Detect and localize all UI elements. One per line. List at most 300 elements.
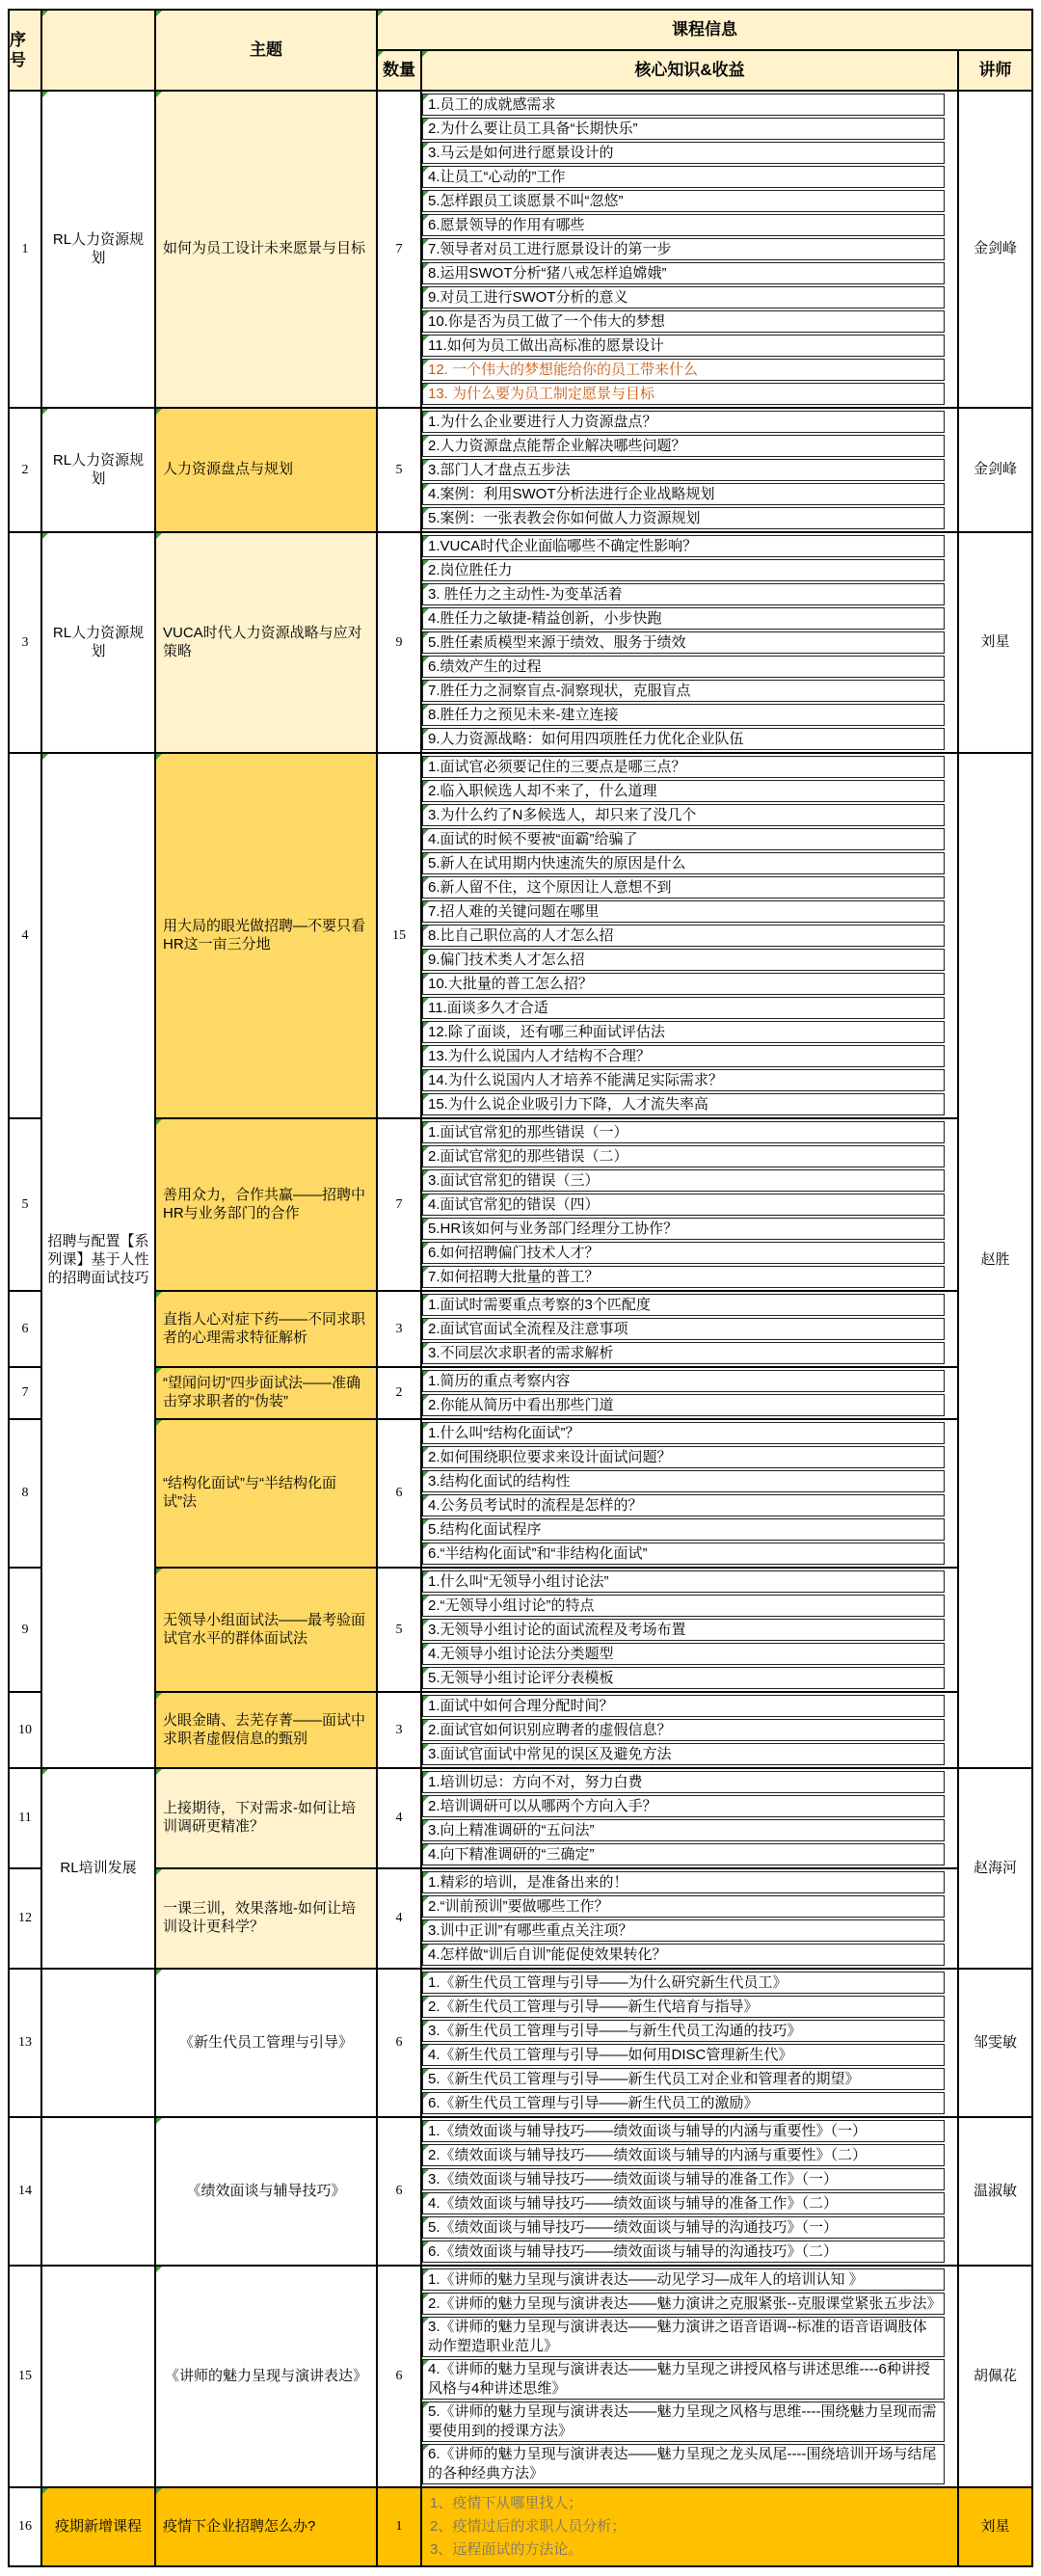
category-text: RL人力资源规划 <box>52 624 145 659</box>
knowledge-cell <box>422 1970 959 2118</box>
knowledge-item <box>422 756 945 778</box>
knowledge-item <box>422 925 945 947</box>
topic-cell <box>156 2488 378 2567</box>
knowledge-item-text: 4.胜任力之敏捷-精益创新，小步快跑 <box>428 609 662 627</box>
green-corner-icon <box>42 2488 48 2494</box>
knowledge-item-text: 3.为什么约了N多候选人，却只来了没几个 <box>428 806 697 823</box>
knowledge-item <box>422 1342 945 1364</box>
green-corner-icon <box>423 335 429 341</box>
knowledge-item <box>422 656 945 678</box>
green-corner-icon <box>423 1920 429 1926</box>
category-cell <box>42 2488 156 2567</box>
green-corner-icon <box>42 1769 48 1775</box>
knowledge-item-text: 4.《新生代员工管理与引导——如何用DISC管理新生代》 <box>428 2046 793 2063</box>
knowledge-item <box>422 704 945 726</box>
topic-text: 如何为员工设计未来愿景与目标 <box>163 240 366 257</box>
knowledge-item-text: 14.为什么说国内人才培养不能满足实际需求？ <box>428 1071 723 1088</box>
header-topic <box>156 11 378 92</box>
lecturer-cell <box>959 1769 1033 1970</box>
knowledge-item <box>422 535 945 557</box>
knowledge-item <box>422 1543 945 1565</box>
lecturer-name: 赵海河 <box>973 1859 1017 1876</box>
knowledge-item <box>422 2168 945 2190</box>
qty-cell: 6 <box>378 2118 422 2267</box>
knowledge-item-text: 13.为什么说国内人才结构不合理？ <box>428 1047 651 1064</box>
knowledge-item-text: 5.无领导小组讨论评分表模板 <box>428 1669 614 1686</box>
knowledge-item-text: 2.岗位胜任力 <box>428 561 513 578</box>
green-corner-icon <box>42 11 48 16</box>
knowledge-item-text: 3. 胜任力之主动性-为变革活着 <box>428 585 623 603</box>
qty-cell: 9 <box>378 533 422 754</box>
topic-text: 《新生代员工管理与引导》 <box>178 2033 353 2051</box>
knowledge-item-text: 2.《绩效面谈与辅导技巧——绩效面谈与辅导的内涵与重要性》（二） <box>428 2146 868 2163</box>
green-corner-icon <box>423 1343 429 1349</box>
green-corner-icon <box>423 1945 429 1950</box>
row-index-cell: 2 <box>10 409 42 533</box>
green-corner-icon <box>423 1495 429 1501</box>
knowledge-item <box>422 2020 945 2042</box>
knowledge-item <box>422 876 945 899</box>
green-corner-icon <box>423 1146 429 1152</box>
green-corner-icon <box>423 167 429 173</box>
lecturer-name: 刘星 <box>980 2517 1010 2535</box>
topic-text: VUCA时代人力资源战略与应对策略 <box>163 624 362 659</box>
knowledge-item-text: 1.面试官常犯的那些错误（一） <box>428 1123 628 1140</box>
knowledge-item-text: 3.马云是如何进行愿景设计的 <box>428 144 614 161</box>
knowledge-item <box>422 2293 945 2315</box>
green-corner-icon <box>423 1972 429 1978</box>
green-corner-icon <box>423 2402 429 2408</box>
knowledge-item <box>422 459 945 481</box>
knowledge-item-text: 6.《讲师的魅力呈现与演讲表达——魅力呈现之龙头凤尾----围绕培训开场与结尾的各种经典方法》 <box>428 2446 937 2482</box>
row-index-cell: 9 <box>10 1569 42 1693</box>
category-cell <box>42 1769 156 1970</box>
knowledge-item <box>422 1871 945 1893</box>
knowledge-item-text: 7.领导者对员工进行愿景设计的第一步 <box>428 240 672 257</box>
green-corner-icon <box>423 584 429 590</box>
knowledge-item <box>422 828 945 850</box>
knowledge-item <box>422 1145 945 1167</box>
green-corner-icon <box>423 2217 429 2223</box>
topic-cell <box>156 92 378 409</box>
knowledge-item-text: 4.《讲师的魅力呈现与演讲表达——魅力呈现之讲授风格与讲述思维----6种讲授风格与4种讲述思维》 <box>428 2361 930 2397</box>
knowledge-item <box>422 335 945 357</box>
topic-cell <box>156 1869 378 1970</box>
topic-text: 疫情下企业招聘怎么办? <box>163 2517 316 2535</box>
green-corner-icon <box>423 484 429 490</box>
knowledge-item <box>422 1743 945 1765</box>
knowledge-item-text: 3.无领导小组讨论的面试流程及考场布置 <box>428 1621 686 1638</box>
knowledge-cell <box>422 2488 959 2567</box>
knowledge-cell <box>422 2267 959 2488</box>
green-corner-icon <box>423 974 429 979</box>
knowledge-item <box>422 507 945 529</box>
green-corner-icon <box>423 1243 429 1248</box>
topic-cell <box>156 1420 378 1569</box>
knowledge-item <box>422 190 945 212</box>
knowledge-item <box>422 680 945 702</box>
qty-cell: 6 <box>378 1970 422 2118</box>
lecturer-cell <box>959 92 1033 409</box>
qty-cell: 6 <box>378 1420 422 1569</box>
knowledge-item <box>422 1422 945 1444</box>
knowledge-item <box>422 94 945 116</box>
green-corner-icon <box>156 1368 162 1374</box>
knowledge-item <box>422 1446 945 1468</box>
topic-cell <box>156 2267 378 2488</box>
green-corner-icon <box>423 1423 429 1429</box>
knowledge-item-text: 7.胜任力之洞察盲点-洞察现状，克服盲点 <box>428 682 691 699</box>
knowledge-item <box>422 214 945 236</box>
green-corner-icon <box>423 191 429 197</box>
qty-cell: 1 <box>378 2488 422 2567</box>
topic-cell <box>156 1693 378 1769</box>
knowledge-item-text: 4.让员工“心动的”工作 <box>428 168 566 185</box>
knowledge-line: 1、疫情下从哪里找人； <box>430 2495 583 2511</box>
knowledge-item-text: 13. 为什么要为员工制定愿景与目标 <box>428 385 655 402</box>
topic-cell <box>156 409 378 533</box>
knowledge-item-text: 1.培训切忌：方向不对，努力白费 <box>428 1773 643 1790</box>
knowledge-item-text: 5.结构化面试程序 <box>428 1520 542 1538</box>
knowledge-item <box>422 1045 945 1067</box>
knowledge-item-text: 3.面试官常犯的错误（三） <box>428 1171 600 1189</box>
green-corner-icon <box>423 1447 429 1453</box>
green-corner-icon <box>156 533 162 539</box>
green-corner-icon <box>423 1896 429 1902</box>
knowledge-item-text: 6.愿景领导的作用有哪些 <box>428 216 585 233</box>
green-corner-icon <box>423 1571 429 1577</box>
green-corner-icon <box>423 1997 429 2002</box>
green-corner-icon <box>423 1872 429 1878</box>
qty-cell: 3 <box>378 1292 422 1368</box>
category-cell <box>42 1970 156 2118</box>
knowledge-item <box>422 1695 945 1717</box>
green-corner-icon <box>423 1219 429 1224</box>
knowledge-item <box>422 2068 945 2090</box>
green-corner-icon <box>423 436 429 442</box>
category-cell <box>42 754 156 1769</box>
knowledge-item <box>422 559 945 581</box>
knowledge-item-text: 2.面试官面试全流程及注意事项 <box>428 1320 628 1337</box>
knowledge-item <box>422 1843 945 1865</box>
knowledge-item <box>422 607 945 630</box>
green-corner-icon <box>423 1620 429 1625</box>
knowledge-item <box>422 262 945 284</box>
green-corner-icon <box>423 1820 429 1826</box>
knowledge-item-text: 2.如何围绕职位要求来设计面试问题？ <box>428 1448 672 1465</box>
qty-cell: 5 <box>378 1569 422 1693</box>
row-index-cell: 14 <box>10 2118 42 2267</box>
topic-cell <box>156 1292 378 1368</box>
knowledge-item <box>422 1919 945 1942</box>
green-corner-icon <box>423 632 429 638</box>
knowledge-item <box>422 631 945 654</box>
knowledge-item-text: 2.“无领导小组讨论”的特点 <box>428 1597 595 1614</box>
knowledge-item-text: 3.训中正训”有哪些重点关注项？ <box>428 1921 633 1939</box>
green-corner-icon <box>423 263 429 269</box>
category-cell <box>42 2267 156 2488</box>
knowledge-item <box>422 583 945 605</box>
knowledge-item-text: 1.员工的成就感需求 <box>428 95 556 113</box>
green-corner-icon <box>378 51 384 57</box>
knowledge-item-text: 1.面试时需要重点考察的3个匹配度 <box>428 1296 651 1313</box>
qty-cell: 7 <box>378 92 422 409</box>
category-cell <box>42 2118 156 2267</box>
knowledge-item-text: 4.案例：利用SWOT分析法进行企业战略规划 <box>428 485 715 502</box>
knowledge-item-text: 3.不同层次求职者的需求解析 <box>428 1344 614 1361</box>
knowledge-item-text: 12.除了面谈，还有哪三种面试评估法 <box>428 1023 665 1040</box>
knowledge-item-text: 2.培训调研可以从哪两个方向入手？ <box>428 1797 657 1814</box>
knowledge-item-text: 1.VUCA时代企业面临哪些不确定性影响？ <box>428 537 698 554</box>
knowledge-item <box>422 780 945 802</box>
knowledge-item <box>422 2144 945 2166</box>
knowledge-cell <box>422 92 959 409</box>
qty-cell: 3 <box>378 1693 422 1769</box>
knowledge-item <box>422 166 945 188</box>
green-corner-icon <box>156 1569 162 1574</box>
knowledge-item <box>422 1944 945 1966</box>
knowledge-item <box>422 1093 945 1115</box>
topic-cell <box>156 1119 378 1292</box>
green-corner-icon <box>423 215 429 221</box>
knowledge-item <box>422 1570 945 1593</box>
knowledge-item-text: 4.无领导小组讨论法分类题型 <box>428 1645 614 1662</box>
green-corner-icon <box>156 11 162 16</box>
knowledge-item <box>422 383 945 405</box>
lecturer-cell <box>959 409 1033 533</box>
knowledge-item <box>422 1795 945 1817</box>
knowledge-item <box>422 2192 945 2214</box>
green-corner-icon <box>423 143 429 148</box>
knowledge-item <box>422 1218 945 1240</box>
topic-text: 人力资源盘点与规划 <box>163 461 294 478</box>
knowledge-item <box>422 1895 945 1918</box>
qty-cell: 7 <box>378 1119 422 1292</box>
knowledge-item-text: 6.《绩效面谈与辅导技巧——绩效面谈与辅导的沟通技巧》（二） <box>428 2242 839 2260</box>
lecturer-name: 赵胜 <box>980 1251 1010 1269</box>
knowledge-line: 2、疫情过后的求职人员分析； <box>430 2518 627 2535</box>
knowledge-item-text: 11.面谈多久才合适 <box>428 999 548 1016</box>
green-corner-icon <box>423 1267 429 1273</box>
knowledge-item-text: 2.为什么要让员工具备“长期快乐” <box>428 120 638 137</box>
green-corner-icon <box>423 2269 429 2275</box>
row-index-cell: 10 <box>10 1693 42 1769</box>
knowledge-item <box>422 1169 945 1192</box>
green-corner-icon <box>423 1022 429 1028</box>
knowledge-item-text: 6.绩效产生的过程 <box>428 657 542 675</box>
topic-text: 《讲师的魅力呈现与演讲表达》 <box>164 2367 367 2384</box>
category-text: 疫期新增课程 <box>54 2517 142 2535</box>
green-corner-icon <box>423 1122 429 1128</box>
green-corner-icon <box>423 1543 429 1549</box>
green-corner-icon <box>423 1046 429 1052</box>
knowledge-item-text: 11.如何为员工做出高标准的愿景设计 <box>428 336 664 354</box>
row-index-cell: 8 <box>10 1420 42 1569</box>
knowledge-item <box>422 804 945 826</box>
knowledge-item <box>422 2402 945 2442</box>
knowledge-cell <box>422 1569 959 1693</box>
knowledge-item <box>422 142 945 164</box>
knowledge-item-text: 5.HR该如何与业务部门经理分工协作？ <box>428 1220 679 1237</box>
lecturer-cell <box>959 2118 1033 2267</box>
knowledge-item-text: 3.面试官面试中常见的误区及避免方法 <box>428 1745 672 1762</box>
green-corner-icon <box>156 2488 162 2494</box>
knowledge-cell <box>422 1869 959 1970</box>
knowledge-item <box>422 997 945 1019</box>
knowledge-item <box>422 2241 945 2263</box>
knowledge-item-text: 3.《讲师的魅力呈现与演讲表达——魅力演讲之语音语调--标准的语音语调肢体动作塑造职业范儿》 <box>428 2319 927 2354</box>
green-corner-icon <box>423 287 429 293</box>
knowledge-line: 3、远程面试的方法论。 <box>430 2541 583 2558</box>
green-corner-icon <box>423 1194 429 1200</box>
knowledge-item <box>422 1996 945 2018</box>
knowledge-item-text: 7.招人难的关键问题在哪里 <box>428 902 600 920</box>
green-corner-icon <box>423 94 429 100</box>
green-corner-icon <box>156 1292 162 1298</box>
green-corner-icon <box>156 1869 162 1875</box>
knowledge-item-text: 3.《新生代员工管理与引导——与新生代员工沟通的技巧》 <box>428 2022 802 2039</box>
category-text: 招聘与配置【系列课】基于人性的招聘面试技巧 <box>47 1233 149 1286</box>
knowledge-item <box>422 2359 945 2400</box>
green-corner-icon <box>423 829 429 835</box>
green-corner-icon <box>423 877 429 883</box>
knowledge-item <box>422 2317 945 2357</box>
knowledge-item <box>422 1370 945 1392</box>
green-corner-icon <box>423 536 429 542</box>
green-corner-icon <box>423 729 429 735</box>
green-corner-icon <box>422 51 428 57</box>
green-corner-icon <box>423 2360 429 2366</box>
knowledge-item <box>422 1595 945 1617</box>
knowledge-cell <box>422 533 959 754</box>
knowledge-item-text: 2.你能从简历中看出那些门道 <box>428 1396 614 1413</box>
knowledge-cell <box>422 409 959 533</box>
lecturer-name: 刘星 <box>980 633 1010 651</box>
topic-text: 无领导小组面试法——最考验面试官水平的群体面试法 <box>163 1611 366 1647</box>
knowledge-item <box>422 1518 945 1541</box>
qty-cell: 2 <box>378 1368 422 1420</box>
header-topic-label: 主题 <box>250 40 282 60</box>
green-corner-icon <box>423 2093 429 2099</box>
knowledge-cell <box>422 754 959 1119</box>
knowledge-item-text: 6.如何招聘偏门技术人才？ <box>428 1244 600 1261</box>
knowledge-item <box>422 1394 945 1416</box>
knowledge-item <box>422 359 945 381</box>
category-text: RL人力资源规划 <box>52 451 145 487</box>
knowledge-item <box>422 2216 945 2239</box>
knowledge-item <box>422 2268 945 2291</box>
topic-text: 直指人心对症下药——不同求职者的心理需求特征解析 <box>163 1310 366 1346</box>
knowledge-item-text: 9.对员工进行SWOT分析的意义 <box>428 288 628 306</box>
green-corner-icon <box>423 1844 429 1850</box>
green-corner-icon <box>423 1295 429 1301</box>
knowledge-item <box>422 1643 945 1665</box>
topic-cell <box>156 1569 378 1693</box>
green-corner-icon <box>423 1471 429 1477</box>
green-corner-icon <box>423 2169 429 2175</box>
topic-cell <box>156 1769 378 1869</box>
green-corner-icon <box>42 409 48 415</box>
green-corner-icon <box>423 1596 429 1601</box>
green-corner-icon <box>156 1970 162 1975</box>
knowledge-item <box>422 1121 945 1143</box>
topic-cell <box>156 2118 378 2267</box>
knowledge-item-text: 9.人力资源战略：如何用四项胜任力优化企业队伍 <box>428 730 744 747</box>
topic-text: 善用众力，合作共赢——招聘中HR与业务部门的合作 <box>163 1186 366 1221</box>
qty-cell: 5 <box>378 409 422 533</box>
green-corner-icon <box>423 360 429 365</box>
green-corner-icon <box>423 384 429 389</box>
green-corner-icon <box>423 2193 429 2199</box>
green-corner-icon <box>423 2021 429 2026</box>
green-corner-icon <box>423 1720 429 1726</box>
knowledge-item-text: 3.《绩效面谈与辅导技巧——绩效面谈与辅导的准备工作》（一） <box>428 2170 839 2187</box>
knowledge-item-text: 4.怎样做“训后自训”能促使效果转化？ <box>428 1945 667 1963</box>
knowledge-item <box>422 2092 945 2114</box>
qty-cell: 4 <box>378 1769 422 1869</box>
knowledge-item <box>422 1294 945 1316</box>
green-corner-icon <box>423 508 429 514</box>
lecturer-name: 温淑敏 <box>973 2182 1017 2199</box>
knowledge-cell <box>422 2118 959 2267</box>
knowledge-item <box>422 310 945 333</box>
green-corner-icon <box>423 1371 429 1377</box>
green-corner-icon <box>156 1119 162 1125</box>
knowledge-item <box>422 1021 945 1043</box>
green-corner-icon <box>423 1644 429 1650</box>
topic-text: 火眼金睛、去芜存菁——面试中求职者虚假信息的甄别 <box>163 1711 366 1747</box>
green-corner-icon <box>423 119 429 124</box>
green-corner-icon <box>156 409 162 415</box>
category-text: RL人力资源规划 <box>52 230 145 266</box>
knowledge-item-text: 10.大批量的普工怎么招？ <box>428 975 593 992</box>
knowledge-item-text: 5.《新生代员工管理与引导——新生代员工对企业和管理者的期望》 <box>428 2070 860 2087</box>
knowledge-cell <box>422 1769 959 1869</box>
row-index-cell: 11 <box>10 1769 42 1869</box>
green-corner-icon <box>156 1420 162 1426</box>
knowledge-item <box>422 483 945 505</box>
knowledge-item-text: 5.《讲师的魅力呈现与演讲表达——魅力呈现之风格与思维----围绕魅力呈现而需要使用到的授课方法》 <box>428 2403 937 2439</box>
knowledge-item-text: 1.《绩效面谈与辅导技巧——绩效面谈与辅导的内涵与重要性》（一） <box>428 2122 868 2139</box>
knowledge-item-text: 15.为什么说企业吸引力下降，人才流失率高 <box>428 1095 708 1113</box>
knowledge-item-text: 2.临入职候选人却不来了，什么道理 <box>428 782 657 799</box>
lecturer-cell <box>959 2267 1033 2488</box>
knowledge-item <box>422 949 945 971</box>
green-corner-icon <box>423 2241 429 2247</box>
knowledge-item <box>422 973 945 995</box>
knowledge-item <box>422 1470 945 1492</box>
green-corner-icon <box>423 1696 429 1702</box>
green-corner-icon <box>42 533 48 539</box>
knowledge-item <box>422 1771 945 1793</box>
knowledge-item-text: 2.“训前预训”要做哪些工作？ <box>428 1897 609 1915</box>
knowledge-item-text: 3.部门人才盘点五步法 <box>428 461 571 478</box>
topic-text: “结构化面试”与“半结构化面试”法 <box>163 1475 336 1510</box>
knowledge-item-text: 5.胜任素质模型来源于绩效、服务于绩效 <box>428 633 686 651</box>
header-lecturer-label: 讲师 <box>978 61 1012 80</box>
knowledge-item-text: 2.人力资源盘点能帮企业解决哪些问题？ <box>428 437 686 454</box>
topic-cell <box>156 1970 378 2118</box>
header-index-label: 序号 <box>10 30 26 69</box>
knowledge-item <box>422 1318 945 1340</box>
knowledge-item <box>422 900 945 923</box>
topic-cell <box>156 754 378 1119</box>
knowledge-item <box>422 1242 945 1264</box>
lecturer-cell <box>959 754 1033 1769</box>
knowledge-cell <box>422 1420 959 1569</box>
green-corner-icon <box>156 1693 162 1699</box>
knowledge-cell <box>422 1119 959 1292</box>
